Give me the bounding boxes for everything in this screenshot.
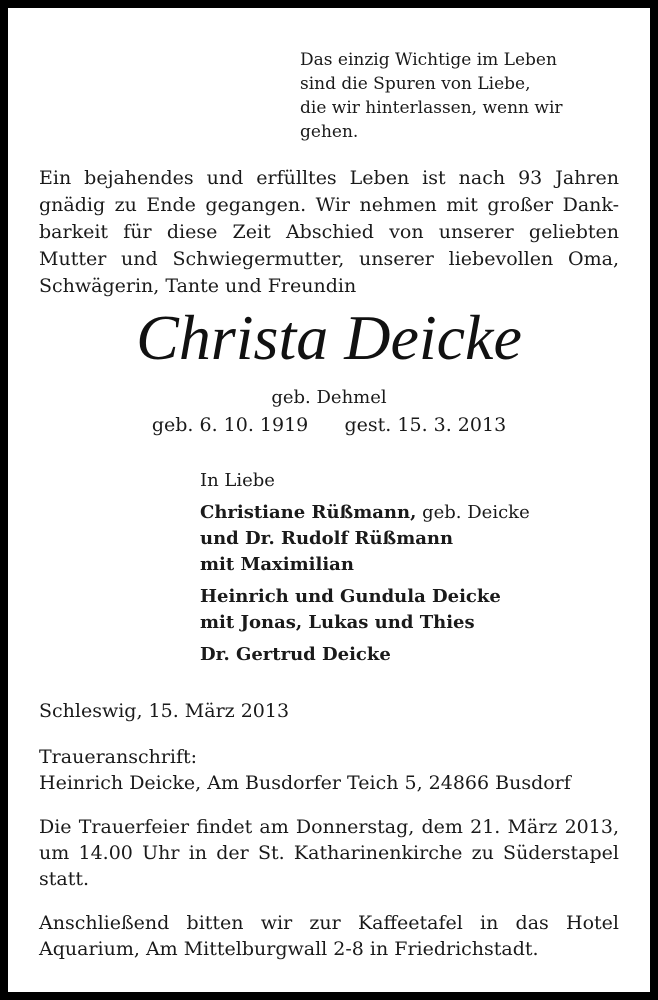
mourner-maiden-name: geb. Deicke (416, 502, 530, 523)
intro-line: barkeit für diese Zeit Abschied von unserer geliebten (39, 221, 619, 243)
ceremony-line: statt. (39, 868, 90, 890)
address-label: Traueranschrift: (39, 746, 198, 768)
mourner-line (200, 500, 620, 526)
mourner-name: Christiane Rüßmann, (200, 502, 417, 523)
reception-line: Aquarium, Am Mittelburgwall 2-8 in Friedrichstadt. (39, 938, 539, 960)
mourner-line: mit Maximilian (200, 554, 354, 575)
death-date: gest. 15. 3. 2013 (344, 414, 507, 436)
place-date (39, 698, 619, 724)
intro-text (39, 165, 619, 300)
motto-quote (300, 48, 620, 144)
ceremony-line: Die Trauerfeier findet am Donnerstag, dem 21. März 2013, (39, 816, 619, 838)
intro-line: Schwägerin, Tante und Freundin (39, 275, 357, 297)
mourner-line: Dr. Gertrud Deicke (200, 644, 391, 665)
intro-line: Ein bejahendes und erfülltes Leben ist nach 93 Jahren (39, 167, 619, 189)
address-value: Heinrich Deicke, Am Busdorfer Teich 5, 24866 Busdorf (39, 772, 571, 794)
deceased-name: Christa Deicke (136, 302, 522, 373)
motto-line: Das einzig Wichtige im Leben (300, 50, 557, 70)
ceremony-line: um 14.00 Uhr in der St. Katharinenkirche zu Süderstapel (39, 842, 619, 864)
reception-info (39, 910, 619, 962)
motto-line: die wir hinterlassen, wenn wir (300, 98, 563, 118)
birth-name: geb. Dehmel (271, 387, 387, 408)
mourners-heading: In Liebe (200, 470, 275, 491)
motto-line: sind die Spuren von Liebe, (300, 74, 531, 94)
obituary-notice (8, 8, 650, 992)
place-date-text: Schleswig, 15. März 2013 (39, 700, 290, 722)
reception-line: Anschließend bitten wir zur Kaffeetafel in das Hotel (39, 912, 619, 934)
mourner-line: und Dr. Rudolf Rüßmann (200, 528, 454, 549)
intro-line: Mutter und Schwiegermutter, unserer liebevollen Oma, (39, 248, 619, 270)
ceremony-info (39, 814, 619, 892)
mourner-line: mit Jonas, Lukas und Thies (200, 612, 475, 633)
mourners-list (200, 468, 620, 668)
life-dates (8, 412, 650, 438)
mourning-address (39, 744, 619, 796)
motto-line: gehen. (300, 122, 359, 142)
intro-line: gnädig zu Ende gegangen. Wir nehmen mit großer Dank- (39, 194, 619, 216)
birth-date: geb. 6. 10. 1919 (151, 414, 309, 436)
mourner-line: Heinrich und Gundula Deicke (200, 586, 501, 607)
